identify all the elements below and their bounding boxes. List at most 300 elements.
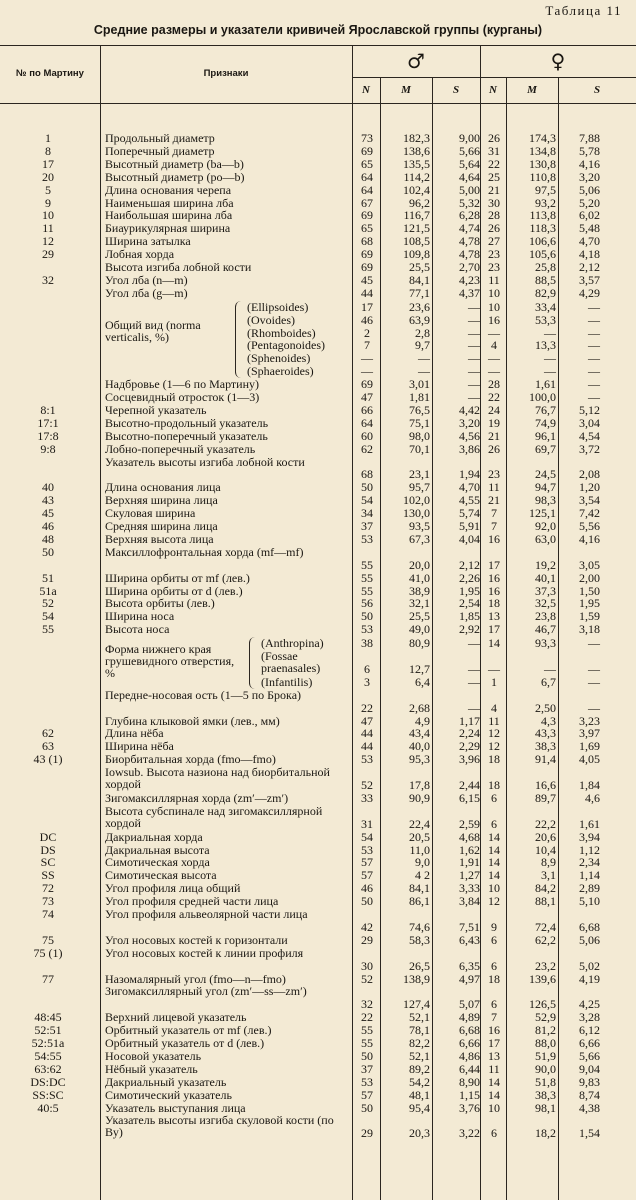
cell-nf: 31 — [488, 143, 500, 158]
cell-n: 64 — [361, 182, 373, 197]
cell-s: — — [468, 377, 480, 392]
trait-name: (Sphaeroides) — [247, 364, 314, 379]
cell-n: 56 — [361, 596, 373, 611]
trait-name: Верхняя ширина лица — [105, 493, 218, 508]
cell-s: 6,15 — [459, 790, 480, 805]
cell-m: 58,3 — [409, 932, 430, 947]
cell-m: 9,0 — [415, 855, 430, 870]
martin-number: 1 — [45, 131, 51, 145]
cell-m: 108,5 — [403, 234, 430, 249]
cell-m: 80,9 — [409, 636, 430, 651]
trait-name: Высота изгиба лобной кости — [105, 260, 252, 274]
trait-name: (Fossae praenasales) — [261, 649, 321, 675]
cell-mf: 18,2 — [535, 1126, 556, 1141]
table-row — [0, 339, 636, 352]
table-row — [0, 1050, 636, 1063]
cell-sf: 5,56 — [579, 519, 600, 533]
cell-nf: 18 — [488, 777, 500, 792]
cell-sf: — — [588, 325, 600, 340]
cell-nf: 11 — [488, 1061, 500, 1076]
cell-sf: 3,18 — [579, 622, 600, 637]
cell-nf: 11 — [488, 713, 500, 728]
cell-m: 9,7 — [415, 338, 430, 353]
cell-s: 5,74 — [459, 506, 480, 521]
male-symbol: ♂ — [407, 49, 425, 73]
trait-name: (Infantilis) — [261, 674, 313, 689]
table-row — [0, 805, 636, 831]
cell-s: 4,56 — [459, 428, 480, 443]
trait-name: (Ovoides) — [247, 312, 295, 327]
cell-mf: 2,50 — [535, 700, 556, 715]
cell-mf: 1,61 — [535, 377, 556, 392]
cell-nf: 18 — [488, 752, 500, 767]
cell-nf: 18 — [488, 596, 500, 611]
cell-n: 50 — [361, 894, 373, 909]
cell-mf: 6,7 — [541, 674, 556, 689]
cell-sf: 4,16 — [579, 531, 600, 546]
trait-name: Передне-носовая ость (1—5 по Брока) — [105, 687, 302, 702]
trait-name: Угол носовых костей к горизонтали — [105, 932, 288, 947]
trait-name: Биорбитальная хорда (fmo—fmo) — [105, 752, 276, 767]
cell-s: 4,64 — [459, 169, 480, 184]
cell-sf: 2,34 — [579, 855, 600, 870]
cell-n: — — [361, 364, 373, 379]
martin-number: 8:1 — [40, 402, 56, 417]
cell-sf: 5,48 — [579, 221, 600, 236]
header-s-male: S — [452, 84, 460, 96]
trait-name: Носовой указатель — [105, 1048, 202, 1063]
cell-n: 22 — [361, 700, 373, 715]
cell-s: 2,70 — [459, 260, 480, 274]
cell-nf: 4 — [491, 338, 497, 353]
cell-n: 69 — [361, 208, 373, 223]
trait-name: (Pentagonoides) — [247, 338, 325, 353]
cell-nf: 14 — [488, 868, 500, 883]
cell-s: 4,78 — [459, 234, 480, 249]
trait-name: (Rhomboides) — [247, 325, 316, 340]
cell-m: 82,2 — [409, 1036, 430, 1050]
cell-m: 2,8 — [415, 325, 430, 340]
table-row — [0, 184, 636, 197]
cell-nf: 6 — [491, 958, 497, 973]
cell-sf: 1,54 — [579, 1126, 600, 1141]
cell-m: 78,1 — [409, 1023, 430, 1038]
cell-n: 29 — [361, 1126, 373, 1141]
trait-name: Указатель высоты изгиба лобной кости — [105, 454, 305, 469]
cell-m: 138,6 — [403, 143, 430, 158]
cell-n: 69 — [361, 247, 373, 262]
cell-sf: 4,25 — [579, 997, 600, 1012]
cell-nf: 6 — [491, 1126, 497, 1141]
cell-mf: 92,0 — [535, 519, 556, 533]
cell-nf: 16 — [488, 312, 500, 327]
cell-m: 4,9 — [415, 713, 430, 728]
cell-nf: 10 — [488, 881, 500, 896]
cell-mf: — — [544, 351, 556, 366]
cell-mf: 33,4 — [535, 299, 556, 314]
cell-n: 68 — [361, 234, 373, 249]
cell-sf: 1,50 — [579, 583, 600, 598]
cell-n: 55 — [361, 557, 373, 572]
table-row — [0, 456, 636, 482]
cell-s: 1,85 — [459, 609, 480, 624]
martin-number: 10 — [42, 208, 54, 223]
cell-s: 1,27 — [459, 868, 480, 883]
table-row — [0, 145, 636, 158]
trait-name: Надбровье (1—6 по Мартину) — [105, 377, 260, 392]
cell-sf: 2,12 — [579, 260, 600, 274]
trait-name: Продольный диаметр — [105, 131, 215, 145]
cell-nf: 6 — [491, 932, 497, 947]
cell-s: — — [468, 636, 480, 651]
trait-name: Зигомаксиллярная хорда (zm′—zm′) — [105, 790, 289, 805]
cell-mf: 51,8 — [535, 1074, 556, 1089]
cell-m: 1,81 — [409, 390, 430, 404]
trait-name: Угол профиля средней части лица — [105, 894, 279, 909]
cell-m: 41,0 — [409, 570, 430, 585]
trait-name: Длина нёба — [105, 726, 164, 741]
martin-number: 52:51 — [34, 1023, 62, 1038]
cell-sf: 1,12 — [579, 842, 600, 857]
trait-name: Высотный диаметр (po—b) — [105, 169, 245, 184]
cell-n: 50 — [361, 1048, 373, 1063]
martin-number: 48:45 — [34, 1010, 62, 1025]
cell-mf: 113,8 — [529, 208, 556, 223]
table-row — [0, 623, 636, 636]
cell-n: 34 — [361, 506, 373, 521]
cell-s: 3,33 — [459, 881, 480, 896]
cell-n: 53 — [361, 622, 373, 637]
cell-sf: 4,16 — [579, 156, 600, 171]
cell-n: 2 — [364, 325, 370, 340]
cell-nf: 12 — [488, 894, 500, 909]
trait-name: Назомалярный угол (fmo—n—fmo) — [105, 971, 286, 986]
cell-n: 66 — [361, 402, 373, 417]
cell-m: 95,4 — [409, 1100, 430, 1115]
cell-nf: 14 — [488, 1074, 500, 1089]
cell-nf: 14 — [488, 829, 500, 844]
trait-name: Симотическая высота — [105, 868, 217, 883]
cell-nf: 11 — [488, 272, 500, 287]
cell-m: 6,4 — [415, 674, 430, 689]
cell-sf: — — [588, 312, 600, 327]
cell-m: 89,2 — [409, 1061, 430, 1076]
table-row — [0, 895, 636, 908]
cell-mf: 98,3 — [535, 493, 556, 508]
cell-mf: 89,7 — [535, 790, 556, 805]
cell-sf: — — [588, 364, 600, 379]
data-table — [0, 45, 636, 1200]
cell-n: 30 — [361, 958, 373, 973]
cell-n: 54 — [361, 493, 373, 508]
cell-sf: — — [588, 700, 600, 715]
cell-sf: 5,66 — [579, 1048, 600, 1063]
cell-s: 2,12 — [459, 557, 480, 572]
cell-m: 84,1 — [409, 881, 430, 896]
table-row — [0, 158, 636, 171]
cell-mf: 174,3 — [529, 131, 556, 145]
cell-n: 44 — [361, 285, 373, 300]
cell-s: 3,96 — [459, 752, 480, 767]
cell-n: 42 — [361, 919, 373, 934]
cell-n: 69 — [361, 143, 373, 158]
cell-mf: 88,5 — [535, 272, 556, 287]
martin-number: 45 — [42, 506, 54, 521]
trait-name: Наименьшая ширина лба — [105, 195, 234, 210]
cell-n: 57 — [361, 868, 373, 883]
cell-sf: 5,06 — [579, 932, 600, 947]
trait-name: Средняя ширина лица — [105, 519, 218, 533]
trait-name: Дакриальный указатель — [105, 1074, 227, 1089]
cell-mf: 43,3 — [535, 726, 556, 741]
cell-nf: 30 — [488, 195, 500, 210]
cell-n: 50 — [361, 609, 373, 624]
trait-name: Симотическая хорда — [105, 855, 210, 870]
header-n-male: N — [362, 84, 370, 96]
martin-number: 63 — [42, 739, 54, 754]
cell-sf: 1,69 — [579, 739, 600, 754]
cell-n: 47 — [361, 390, 373, 404]
cell-sf: 2,00 — [579, 570, 600, 585]
cell-sf: 5,78 — [579, 143, 600, 158]
cell-sf: 3,05 — [579, 557, 600, 572]
trait-name: (Anthropina) — [261, 636, 324, 651]
trait-name: Наибольшая ширина лба — [105, 208, 233, 223]
trait-name: Зигомаксиллярный угол (zm′—ss—zm′) — [105, 984, 307, 999]
table-row — [0, 676, 636, 689]
cell-n: 52 — [361, 777, 373, 792]
cell-m: 121,5 — [403, 221, 430, 236]
cell-nf: 7 — [491, 506, 497, 521]
martin-number: SS:SC — [32, 1087, 64, 1102]
cell-mf: 84,2 — [535, 881, 556, 896]
cell-n: 37 — [361, 519, 373, 533]
cell-m: 54,2 — [409, 1074, 430, 1089]
cell-sf: 8,74 — [579, 1087, 600, 1102]
cell-n: 54 — [361, 829, 373, 844]
cell-mf: 96,1 — [535, 428, 556, 443]
cell-nf: 14 — [488, 855, 500, 870]
martin-number: 17:8 — [37, 428, 59, 443]
cell-s: 4,68 — [459, 829, 480, 844]
cell-s: — — [468, 325, 480, 340]
cell-n: 29 — [361, 932, 373, 947]
cell-nf: 16 — [488, 583, 500, 598]
cell-s: — — [468, 661, 480, 676]
martin-number: 11 — [42, 221, 54, 236]
cell-m: 20,0 — [409, 557, 430, 572]
cell-sf: — — [588, 338, 600, 353]
cell-mf: 110,8 — [529, 169, 556, 184]
cell-mf: 105,6 — [529, 247, 556, 262]
cell-sf: 5,10 — [579, 894, 600, 909]
table-row — [0, 985, 636, 1011]
trait-name: Нёбный указатель — [105, 1061, 198, 1076]
cell-nf: 4 — [491, 700, 497, 715]
cell-n: 31 — [361, 816, 373, 831]
cell-n: 44 — [361, 739, 373, 754]
trait-name: Лобная хорда — [105, 247, 175, 262]
cell-nf: 17 — [488, 557, 500, 572]
table-row — [0, 908, 636, 934]
cell-m: 138,9 — [403, 971, 430, 986]
martin-number: 72 — [42, 881, 54, 896]
cell-sf: 3,28 — [579, 1010, 600, 1025]
header-m-male: M — [401, 84, 411, 96]
cell-m: 22,4 — [409, 816, 430, 831]
cell-s: 1,95 — [459, 583, 480, 598]
cell-n: 53 — [361, 531, 373, 546]
cell-nf: 6 — [491, 997, 497, 1012]
cell-sf: — — [588, 377, 600, 392]
cell-n: 33 — [361, 790, 373, 805]
cell-mf: 38,3 — [535, 739, 556, 754]
cell-s: 4,04 — [459, 531, 480, 546]
martin-number: 17 — [42, 156, 54, 171]
cell-s: 1,17 — [459, 713, 480, 728]
cell-nf: 21 — [488, 182, 500, 197]
cell-nf: — — [488, 661, 500, 676]
martin-number: 46 — [42, 519, 54, 533]
cell-sf: — — [588, 390, 600, 404]
cell-s: 6,44 — [459, 1061, 480, 1076]
cell-n: 62 — [361, 441, 373, 456]
cell-s: — — [468, 351, 480, 366]
group-brace — [235, 301, 244, 378]
cell-m: 12,7 — [409, 661, 430, 676]
cell-n: 45 — [361, 272, 373, 287]
cell-sf: 3,54 — [579, 493, 600, 508]
cell-nf: 16 — [488, 570, 500, 585]
table-row — [0, 1063, 636, 1076]
cell-s: 4,37 — [459, 285, 480, 300]
cell-nf: 10 — [488, 299, 500, 314]
cell-mf: 32,5 — [535, 596, 556, 611]
trait-name: Черепной указатель — [105, 402, 207, 417]
cell-n: 57 — [361, 1087, 373, 1102]
table-row — [0, 132, 636, 145]
table-row — [0, 1037, 636, 1050]
cell-mf: 40,1 — [535, 570, 556, 585]
cell-s: 8,90 — [459, 1074, 480, 1089]
cell-mf: 4,3 — [541, 713, 556, 728]
cell-n: 6 — [364, 661, 370, 676]
cell-nf: 26 — [488, 441, 500, 456]
cell-nf: 13 — [488, 1048, 500, 1063]
cell-mf: 106,6 — [529, 234, 556, 249]
cell-s: 3,84 — [459, 894, 480, 909]
cell-mf: 23,8 — [535, 609, 556, 624]
cell-sf: 5,06 — [579, 182, 600, 197]
cell-sf: 2,08 — [579, 467, 600, 482]
cell-m: 90,9 — [409, 790, 430, 805]
cell-n: — — [361, 351, 373, 366]
trait-name: Орбитный указатель от mf (лев.) — [105, 1023, 272, 1038]
cell-mf: 62,2 — [535, 932, 556, 947]
cell-nf: 26 — [488, 221, 500, 236]
trait-name: Ширина орбиты от d (лев.) — [105, 583, 243, 598]
trait-name: Симотический указатель — [105, 1087, 232, 1102]
cell-sf: — — [588, 351, 600, 366]
cell-n: 65 — [361, 221, 373, 236]
cell-m: 25,5 — [409, 260, 430, 274]
cell-sf: 4,6 — [585, 790, 600, 805]
cell-mf: — — [544, 364, 556, 379]
cell-sf: 4,19 — [579, 971, 600, 986]
cell-s: 4,74 — [459, 221, 480, 236]
cell-n: 55 — [361, 1036, 373, 1050]
cell-mf: 10,4 — [535, 842, 556, 857]
table-row — [0, 314, 636, 327]
table-row — [0, 443, 636, 456]
table-row — [0, 572, 636, 585]
cell-nf: 10 — [488, 1100, 500, 1115]
cell-nf: 27 — [488, 234, 500, 249]
cell-s: 3,86 — [459, 441, 480, 456]
cell-n: 64 — [361, 415, 373, 430]
cell-sf: 4,18 — [579, 247, 600, 262]
cell-m: 48,1 — [409, 1087, 430, 1102]
cell-nf: 7 — [491, 519, 497, 533]
martin-number: 51 — [42, 570, 54, 585]
cell-mf: 51,9 — [535, 1048, 556, 1063]
cell-m: 38,9 — [409, 583, 430, 598]
cell-sf: 6,12 — [579, 1023, 600, 1038]
cell-sf: — — [588, 636, 600, 651]
cell-m: 3,01 — [409, 377, 430, 392]
martin-number: SC — [40, 855, 56, 870]
cell-mf: 82,9 — [535, 285, 556, 300]
cell-m: 116,7 — [403, 208, 430, 223]
martin-number: 12 — [42, 234, 54, 249]
table-row — [0, 1089, 636, 1102]
trait-name: Скуловая ширина — [105, 506, 196, 521]
cell-mf: 91,4 — [535, 752, 556, 767]
cell-sf: 3,72 — [579, 441, 600, 456]
cell-s: 4,89 — [459, 1010, 480, 1025]
cell-sf: 9,04 — [579, 1061, 600, 1076]
trait-name: Высотно-поперечный указатель — [105, 428, 268, 443]
cell-m: 84,1 — [409, 272, 430, 287]
cell-m: — — [418, 351, 430, 366]
cell-s: 5,00 — [459, 182, 480, 197]
table-row — [0, 689, 636, 715]
cell-m: 93,5 — [409, 519, 430, 533]
cell-m: 95,3 — [409, 752, 430, 767]
cell-sf: 6,02 — [579, 208, 600, 223]
cell-mf: 20,6 — [535, 829, 556, 844]
cell-n: 22 — [361, 1010, 373, 1025]
table-caption: Средние размеры и указатели кривичей Ярославской группы (курганы) — [93, 23, 543, 37]
table-row — [0, 391, 636, 404]
trait-name: Угол лба (g—m) — [105, 285, 188, 300]
cell-m: 130,0 — [403, 506, 430, 521]
cell-nf: 12 — [488, 739, 500, 754]
cell-m: 95,7 — [409, 480, 430, 495]
cell-sf: 3,23 — [579, 713, 600, 728]
cell-s: 5,66 — [459, 143, 480, 158]
cell-n: 50 — [361, 1100, 373, 1115]
cell-n: 53 — [361, 842, 373, 857]
trait-name: Сосцевидный отросток (1—3) — [105, 390, 260, 404]
cell-m: 4 2 — [415, 868, 430, 883]
cell-s: 4,55 — [459, 493, 480, 508]
cell-nf: 16 — [488, 531, 500, 546]
cell-m: — — [418, 364, 430, 379]
cell-n: 64 — [361, 169, 373, 184]
trait-name: Высотно-продольный указатель — [105, 415, 269, 430]
cell-sf: 4,54 — [579, 428, 600, 443]
